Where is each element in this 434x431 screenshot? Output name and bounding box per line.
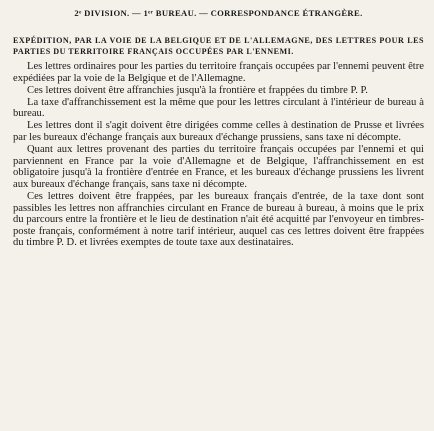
paragraph-5: Quant aux lettres provenant des parties du territoire français occupées par l'ennemi et qui parviennent en France par la voie d'Allemagne et de Belgique, l'affranchissement en est obligatoire jusqu'à la frontière d'entrée en France, et les bureaux d'échange prussiens les livrent aux bureaux d'échange français, sans taxe ni décompte. [13, 144, 424, 190]
paragraph-1: Les lettres ordinaires pour les parties du territoire français occupées par l'ennemi peuvent être expédiées par la voie de la Belgique et de l'Allemagne. [13, 61, 424, 84]
paragraph-2: Ces lettres doivent être affranchies jusqu'à la frontière et frappées du timbre P. P. [27, 84, 368, 96]
section-heading: EXPÉDITION, PAR LA VOIE DE LA BELGIQUE ET DE L'ALLEMAGNE, DES LETTRES POUR LES PARTIES DU TERRITOIRE FRANÇAIS OCCUPÉES PAR L'ENNEMI. [13, 36, 424, 56]
running-header: 2ᵉ DIVISION. — 1ᵉʳ BUREAU. — CORRESPONDANCE ÉTRANGÈRE. [74, 8, 363, 18]
paragraph-4: Les lettres dont il s'agit doivent être dirigées comme celles à destination de Prusse et livrées par les bureaux d'échange français aux bureaux d'échange prussiens, sans taxe ni décompte. [13, 120, 424, 144]
paragraph-3: La taxe d'affranchissement est la même que pour les lettres circulant à l'intérieur de bureau à bureau. [13, 96, 424, 120]
paragraph-6: Ces lettres doivent être frappées, par les bureaux français d'entrée, de la taxe dont sont passibles les lettres non affranchies circulant en France de bureau à bureau, à moins que le prix du parcours entre la frontière et le lieu de destination n'ait été acquitté par l'envoyeur en timbres-poste français, conformément à notre tarif intérieur, auquel cas ces lettres doivent être frappées du timbre P. D. et livrées exemptes de toute taxe aux destinataires. [13, 191, 424, 249]
